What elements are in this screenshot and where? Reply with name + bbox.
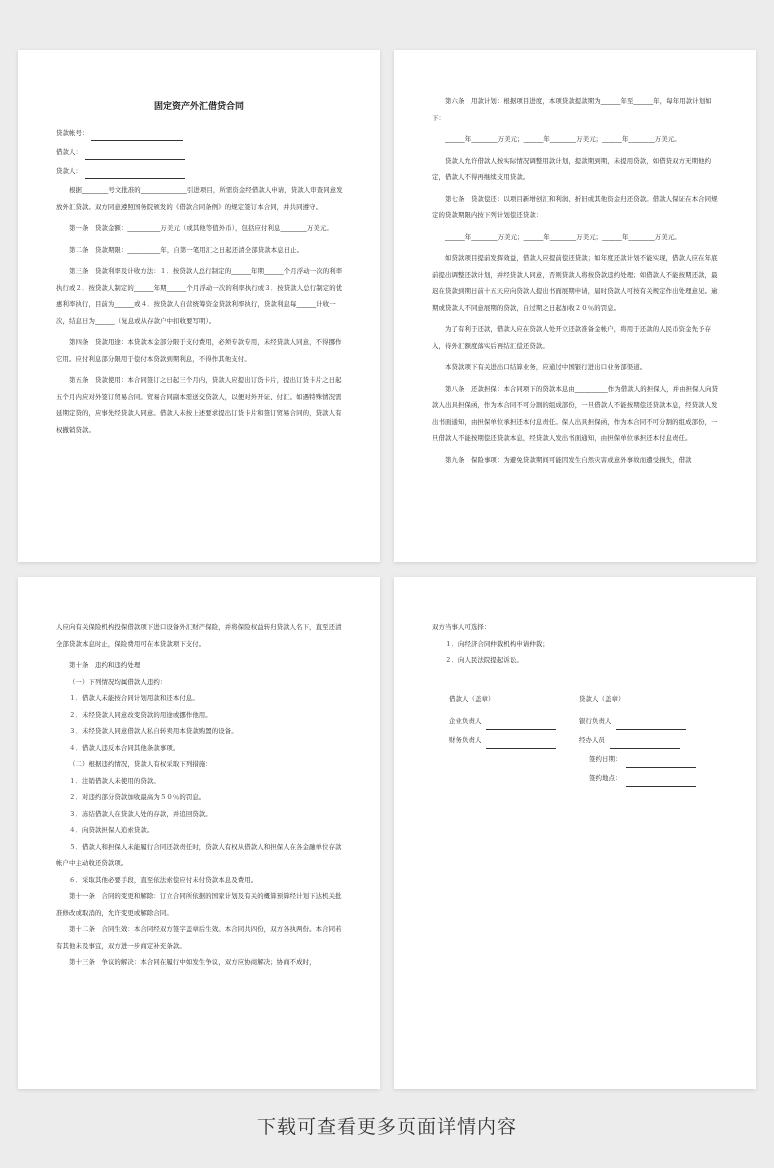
- early-repayment: 如贷款项目提前发挥效益，借款人应提前偿还贷款；如年度还款计划不能实现，借款人应在年底前提出调整还款计划，并经贷款人同意，否则贷款人将按贷款违约处理；如借款人不能按期还款，最迟在贷款到期日前十五天应向贷款人提出书面展期申请，届时贷款人可按有关规定作出处理意见。逾期或贷款人不同意展期的贷款，自过期之日起加收２０％的罚息。: [432, 254, 718, 312]
- settlement-channel: 本贷款项下有关进出口结算业务，应通过中国银行进出口业务部渠道。: [445, 363, 647, 371]
- page-2-content: [432, 93, 720, 473]
- signature-line: [610, 740, 680, 749]
- signature-row: [449, 730, 589, 749]
- signature-label: 财务负责人: [449, 736, 482, 744]
- borrower-seal-label: 借款人（盖章）: [449, 694, 495, 703]
- clause-11-amendment: 第十一条 合同的变更和解除：订立合同所依据的国家计划及有关的概算预算经计划下达机关批准修改或取消的，允许变更或解除合同。: [56, 892, 342, 917]
- preamble-paragraph: 根据________号文批准的______________引进项目，所需资金经借款人申请，贷款人审查同意发放外汇贷款。双方同意遵照国务院颁发的《借款合同条例》的规定签订本合同，并共同遵守。: [56, 186, 343, 211]
- lender-seal-label: 贷款人（盖章）: [579, 694, 625, 703]
- measure-item: ３．冻结借款人在贷款人处的存款，并追回贷款。: [69, 809, 212, 818]
- clause-10-heading: 第十条 违约和违约处理: [69, 661, 141, 669]
- download-more-prompt[interactable]: 下载可查看更多页面详情内容: [256, 1116, 517, 1138]
- clause-6-plan: 第六条 用款计划：根据项目进度，本项贷款提款期为______年至______年，每年用款计划如下：: [432, 97, 712, 122]
- signature-label: 银行负责人: [579, 717, 612, 725]
- fill-blank: [91, 132, 183, 141]
- signature-row: [449, 711, 589, 730]
- fill-blank: [85, 170, 185, 179]
- page-4-content: [432, 619, 720, 821]
- signature-label: 企业负责人: [449, 717, 482, 725]
- breach-item: ４．借款人违反本合同其他条款事项。: [69, 743, 180, 752]
- lender-field: [56, 160, 344, 179]
- field-label: 贷款帐号：: [56, 128, 89, 137]
- fill-blank: [85, 151, 185, 160]
- dispute-option: ２．向人民法院提起诉讼。: [445, 656, 523, 664]
- page-3-content: [56, 619, 344, 971]
- breach-heading: （一）下列情况均属借款人违约：: [69, 677, 167, 686]
- measure-item: ５．借款人和担保人未能履行合同还款责任时，贷款人有权从借款人和担保人在各金融单位存款帐户中主动收还贷款项。: [56, 842, 342, 867]
- clause-4-purpose: 第四条 贷款用途：本贷款本金部分限于支付费用，必须专款专用，未经贷款人同意，不得挪作它用。应付利息部分限用于偿付本贷款到期利息，不得作其他支付。: [56, 338, 342, 363]
- measure-item: ２．对违约部分贷款加收最高为５０％的罚息。: [69, 793, 206, 801]
- signature-row: [579, 711, 719, 730]
- clause-5-usage: 第五条 贷款使用：本合同签订之日起三个月内，贷款人应提出订货卡片，提出订货卡片之日起五个月内应对外签订贸易合同。贸易合同副本需送交贷款人，以便对外开证、付汇。如遇特殊情况需延期定贷的，应事先经贷款人同意。借款人未按上述要求提出订货卡片和签订贸易合同的，贷款人有权撤销贷款。: [56, 376, 342, 434]
- borrower-signature-column: [449, 691, 589, 749]
- borrower-field: [56, 141, 344, 160]
- lender-signature-column: [579, 691, 719, 787]
- clause-8-guarantee: 第八条 还款担保：本合同项下的贷款本息由__________作为借款人的担保人，并由担保人向贷款人出具担保函，作为本合同不可分割的组成部份，一旦借款人不能按期偿还贷款本息，经贷款人发出书面通知，由担保单位承担还本付息责任。保人出具担保函，作为本合同不可分割的组成部份，一旦借款人不能按期偿还贷款本息，经贷款人发出书面通知，由担保单位承担还本付息责任。: [432, 384, 719, 442]
- measures-heading: （二）根据违约情况，贷款人有权采取下列措施：: [69, 760, 212, 768]
- field-label: 贷款人：: [56, 166, 82, 175]
- field-label: 借款人：: [56, 147, 82, 156]
- dispute-intro: 双方当事人可选择：: [432, 623, 491, 631]
- plan-adjustment: 贷款人允许借款人按实际情况调整用款计划，提款期到期，未提用贷款，如借贷双方无期他约定，借款人不得再继续支用贷款。: [432, 156, 712, 181]
- signature-line: [616, 721, 686, 730]
- signature-line: [486, 740, 556, 749]
- insurance-continued: 人应向有关保险机构投保借款项下进口设备外汇财产保险，并将保险权益转归贷款人名下，直至还清全部贷款本息时止，保险费用可在本贷款项下支付。: [56, 623, 342, 648]
- document-page-1: [18, 50, 380, 562]
- signature-block: [432, 691, 720, 821]
- clause-2-term: 第二条 贷款期限：__________年，自第一笔用汇之日起还清全部贷款本息日止。: [69, 245, 304, 254]
- clause-7-repayment: 第七条 贷款偿还：以项目新增创汇和利润、折旧或其他资金归还贷款。借款人保证在本合同规定的贷款期限内按下列计划偿还贷款：: [432, 194, 718, 219]
- signature-row: [579, 768, 719, 787]
- breach-item: ３．未经贷款人同意借款人私自转卖用本贷款购置的设备。: [69, 727, 238, 735]
- signature-line: [486, 721, 556, 730]
- repayment-schedule: ______年________万美元；______年________万美元；______年________万美元。: [445, 232, 681, 241]
- signature-line: [626, 759, 696, 768]
- breach-item: １．借款人未能按合同计划用款和还本付息。: [69, 694, 199, 702]
- signature-row: [579, 749, 719, 768]
- signature-label: 签约地点：: [589, 774, 622, 782]
- document-page-3: [18, 577, 380, 1089]
- clause-9-insurance: 第九条 保险事项：为避免贷款期间可能因发生自然灾害或意外事故而遭受损失，借款: [445, 455, 692, 464]
- breach-item: ２．未经贷款人同意改变贷款的用途或挪作他用。: [69, 710, 212, 719]
- loan-account-field: [56, 122, 344, 141]
- clause-1-amount: 第一条 贷款金额：__________万美元（或其他等值外币），包括应付利息________万美元。: [69, 224, 333, 232]
- measure-item: １．注销借款人未使用的贷款。: [69, 776, 160, 785]
- reserve-account: 为了有利于还款，借款人应在贷款人处开立还款准备金帐户，将用于还款的人民币资金先予存入，待外汇额度落实后再结汇偿还贷款。: [432, 325, 712, 350]
- contract-title: 固定资产外汇借贷合同: [153, 102, 244, 112]
- page-1-content: [56, 122, 344, 443]
- document-page-2: [394, 50, 756, 562]
- signature-row: [579, 730, 719, 749]
- signature-label: 签约日期：: [589, 755, 622, 763]
- dispute-option: １．向经济合同仲裁机构申请仲裁；: [445, 639, 549, 648]
- signature-line: [626, 778, 696, 787]
- measure-item: ６．采取其他必要手段，直至依法索偿应付未付贷款本息及费用。: [69, 875, 258, 884]
- document-page-4: [394, 577, 756, 1089]
- clause-3-interest: 第三条 贷款利率及计收方法：１．按贷款人总行制定的______年期______个月浮动一次的利率执行或２．按贷款人制定的______年期______个月浮动一次的利率执行或３．按贷款人总行制定的优惠利率执行，目前为______或４．按贷款人自营统筹资金贷款利率执行，贷款利息每______计收一次，结息日为______（复息或从存款户中扣收要写明）。: [56, 267, 343, 325]
- clause-12-effect: 第十二条 合同生效：本合同经双方签字盖章后生效。本合同共四份，双方各执两份。本合同若有其他未及事宜，双方进一步商定补充条款。: [56, 925, 342, 950]
- clause-13-disputes: 第十三条 争议的解决：本合同在履行中如发生争议，双方应协商解决；协商不成时，: [69, 958, 316, 966]
- plan-schedule: ______年________万美元；______年________万美元；______年________万美元。: [445, 135, 681, 143]
- measure-item: ４．向贷款担保人追索贷款。: [69, 826, 154, 834]
- signature-label: 经办人员: [579, 736, 605, 744]
